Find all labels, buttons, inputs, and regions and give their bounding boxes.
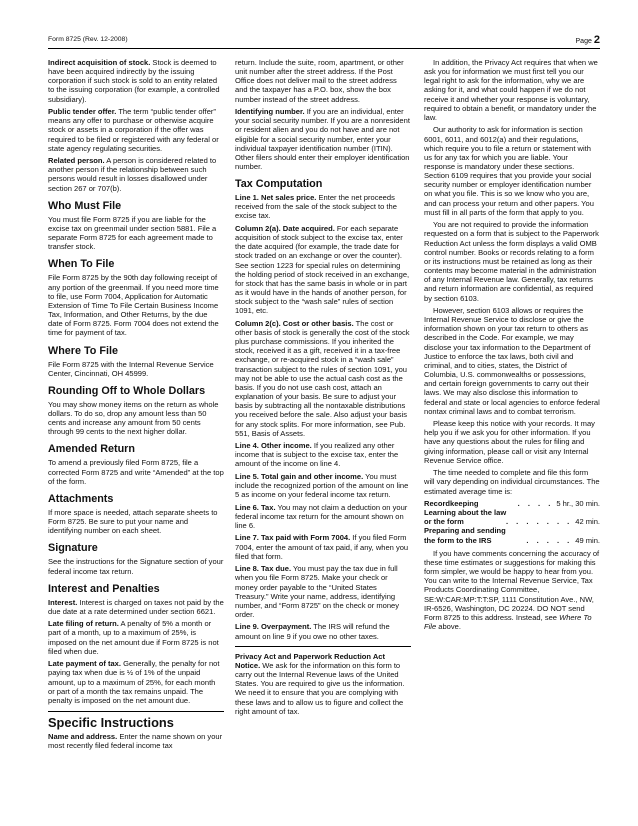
heading-who-must-file: Who Must File (48, 199, 122, 212)
page-indicator (576, 34, 600, 46)
para-line5: Line 5. Total gain and other income. You must include the recognized portion of the amount on line 5 as income on your federal income tax return. (235, 471, 409, 500)
para-disclosure: However, section 6103 allows or requires the Internal Revenue Service to disclose or give the information shown on your tax return to others as described in the Code. For example, we may disclose your tax information to the Department of Justice to enforce the tax laws, both civil and criminal, and to cities, states, the District of Columbia, U.S. commonwealths or possessions, and certain foreign governments to carry out their laws. We may also disclose this information to federal and state or local agencies to enforce federal nontax criminal laws and to combat terrorism. (424, 305, 600, 416)
para-identifying-number: Identifying number. If you are an individual, enter your social security number. If you are a nonresident or resident alien and you do not have and are not eligible for a social security number, enter your individual taxpayer identification number (ITIN). Other filers should enter their employer identification number. (235, 107, 410, 172)
para-privacy-act: Privacy Act and Paperwork Reduction Act Notice. We ask for the information on this form to carry out the Internal Revenue laws of the United States. You are required to give us the information. We need it to ensure that you are complying with these laws and to allow us to figure and collect the right amount of tax. (235, 651, 405, 716)
para-name-address: Name and address. Enter the name shown on your most recently filed federal income tax (48, 732, 223, 751)
heading-tax-computation: Tax Computation (235, 178, 323, 191)
form-number: Form 8725 (Rev. 12-2008) (48, 36, 128, 43)
column-middle (235, 58, 411, 719)
page-header (48, 34, 600, 49)
para-late-payment: Late payment of tax. Generally, the penalty for not paying tax when due is ½ of 1% of the unpaid amount, up to a maximum of 25%, for each month or part of a month the tax remains unpaid. The penalty is imposed on the net amount due. (48, 659, 220, 705)
para-omb: You are not required to provide the information requested on a form that is subject to the Paperwork Reduction Act unless the form displays a valid OMB control number. Books or records relating to a form or its instructions must be retained as long as their contents may become material in the administration of any Internal Revenue law. Generally, tax returns and return information are confidential, as required by section 6103. (424, 220, 599, 303)
para-rounding: You may show money items on the return as whole dollars. To do so, drop any amount less than 50 cents and increase any amount from 50 cents through 99 cents to the next higher dollar. (48, 399, 219, 437)
heading-attachments: Attachments (48, 492, 114, 505)
para-keep-notice: Please keep this notice with your records. It may help you if we ask you for other information. If you have any questions about the rules for filing and giving information, please call or visit any Internal Revenue Service office. (424, 419, 595, 465)
page-number: 2 (593, 34, 600, 46)
time-row-learning: or the form . . . . . . . 42 min. (424, 517, 600, 527)
para-line1: Line 1. Net sales price. Enter the net proceeds received from the sale of the stock subject to the excise tax. (235, 193, 397, 221)
para-col2c: Column 2(c). Cost or other basis. The cost or other basis of stock is generally the cost of the stock plus purchase commissions. If you inherited the stock, received it as a gift, received it in a tax-free exchange, or re-acquired stock in a “wash sale” transaction subject to the rules of section 1091, you may not be able to use the actual cash cost as the basis. If you do not use cash cost, attach an explanation of your basis. Be sure to adjust your basis by subtracting all the nontaxable distributions you received before the sale. Also adjust your basis for any stock splits. For more information, see Pub. 551, Basis of Assets. (235, 318, 410, 438)
heading-amended-return: Amended Return (48, 443, 135, 456)
heading-rounding: Rounding Off to Whole Dollars (48, 384, 206, 397)
para-address-continued: return. Include the suite, room, apartment, or other unit number after the street address. If the Post Office does not deliver mail to the street address and the taxpayer has a P.O. box, show the box number instead of the street address. (235, 58, 404, 104)
para-public-tender: Public tender offer. The term “public tender offer” means any offer to purchase or otherwise acquire stock or assets in a corporation if the offer was required to be filed or registered with any federal or state agency regulating securities. (48, 107, 219, 153)
para-authority: Our authority to ask for information is section 6001, 6011, and 6012(a) and their regulations, which require you to file a return or statement with us for any tax for which you are liable. Your response is mandatory under these sections. Section 6109 requires that you provide your social security number or employer identification number on what you file. This is so we know who you are, and can process your return and other papers. You must fill in all parts of the form that apply to you. (424, 125, 594, 217)
page-label: Page (575, 38, 592, 45)
heading-signature: Signature (48, 542, 98, 555)
heading-interest-penalties: Interest and Penalties (48, 582, 160, 595)
para-amended-return: To amend a previously filed Form 8725, file a corrected Form 8725 and write “Amended” at the top of the form. (48, 458, 224, 486)
para-interest: Interest. Interest is charged on taxes not paid by the due date at a rate determined under section 6621. (48, 597, 224, 616)
time-label-learning: Learning about the law (424, 508, 507, 518)
para-col2a: Column 2(a). Date acquired. For each separate acquisition of stock subject to the excise tax, enter the date acquired (for example, the trade date for stock traded on an exchange or over the counter). See section 1223 for special rules on determining the holding period of stock received in an exchange, for stock that has the same basis in whole or in part as it would have in the hands of another person, for stock subject to the “wash sale” rules of section 1091, etc. (235, 223, 410, 316)
heading-when-to-file: When To File (48, 258, 115, 271)
para-line7: Line 7. Tax paid with Form 7004. If you filed Form 7004, enter the amount of tax paid, if any, when you filed that form. (235, 533, 409, 561)
column-left (48, 58, 224, 754)
para-indirect-acquisition: Indirect acquisition of stock. Stock is deemed to have been acquired indirectly by the issuing corporation if such stock is sold to an entity related to the issuing corporation (for example, a controlled subsidiary). (48, 58, 220, 104)
privacy-divider (235, 646, 411, 647)
section-divider (48, 711, 224, 712)
time-row-preparing: the form to the IRS . . . . . 49 min. (424, 535, 600, 545)
para-when-to-file: File Form 8725 by the 90th day following receipt of any portion of the greenmail. If you need more time to file, use Form 7004, Application for Automatic Extension of Time To File Certain Business Income Tax, Information, and Other Returns, by the due date of Form 8725. Form 7004 does not extend the time for payment of tax. (48, 273, 219, 338)
para-line4: Line 4. Other income. If you realized any other income that is subject to the excise tax, enter the amount of the income on line 4. (235, 441, 399, 469)
heading-specific-instructions: Specific Instructions (48, 715, 174, 730)
para-signature: See the instructions for the Signature section of your federal income tax return. (48, 557, 224, 576)
para-line6: Line 6. Tax. You may not claim a deduction on your federal income tax return for the amount shown on line 6. (235, 502, 408, 530)
para-who-must-file: You must file Form 8725 if you are liable for the excise tax on greenmail under section 5881. File a separate Form 8725 for each agreement made to transfer stock. (48, 214, 217, 252)
para-attachments: If more space is needed, attach separate sheets to Form 8725. Be sure to put your name and identifying number on each sheet. (48, 507, 218, 536)
para-privacy-requires: In addition, the Privacy Act requires that when we ask you for information we must first tell you our legal right to ask for the information, why we are asking for it, and what could happen if we do not receive it and whether your response is voluntary, required to obtain a benefit, or mandatory under the law. (424, 58, 598, 122)
time-row-recordkeeping: Recordkeeping . . . . 5 hr., 30 min. (424, 498, 600, 508)
para-comments: If you have comments concerning the accuracy of these time estimates or suggestions for making this form simpler, we would be happy to hear from you. You can write to the Internal Revenue Service, Tax Products Coordinating Committee, SE:W:CAR:MP:T:T:SP, 1111 Constitution Ave., NW, IR-6526, Washington, DC 20224. DO NOT send Form 8725 to this address. Instead, see Where To File above. (424, 548, 600, 631)
para-late-filing: Late filing of return. A penalty of 5% a month or part of a month, up to a maximum of 25%, is imposed on the net amount due if Form 8725 is not filed when due. (48, 619, 219, 656)
para-line9: Line 9. Overpayment. The IRS will refund the amount on line 9 if you owe no other taxes. (235, 622, 390, 641)
para-related-person: Related person. A person is considered related to another person if the relationship between such persons would result in losses disallowed under section 267 or 707(b). (48, 156, 217, 193)
para-line8: Line 8. Tax due. You must pay the tax due in full when you file Form 8725. Make your check or money order payable to the “United States Treasury.” Write your name, address, identifying number, and “Form 8725” on the check or money order. (235, 564, 400, 619)
column-right (424, 58, 600, 634)
heading-where-to-file: Where To File (48, 344, 118, 357)
time-label-preparing: Preparing and sending (424, 526, 506, 536)
para-where-to-file: File Form 8725 with the Internal Revenue Service Center, Cincinnati, OH 45999. (48, 359, 214, 378)
para-time-needed: The time needed to complete and file this form will vary depending on individual circumstances. The estimated average time is: (424, 468, 600, 496)
